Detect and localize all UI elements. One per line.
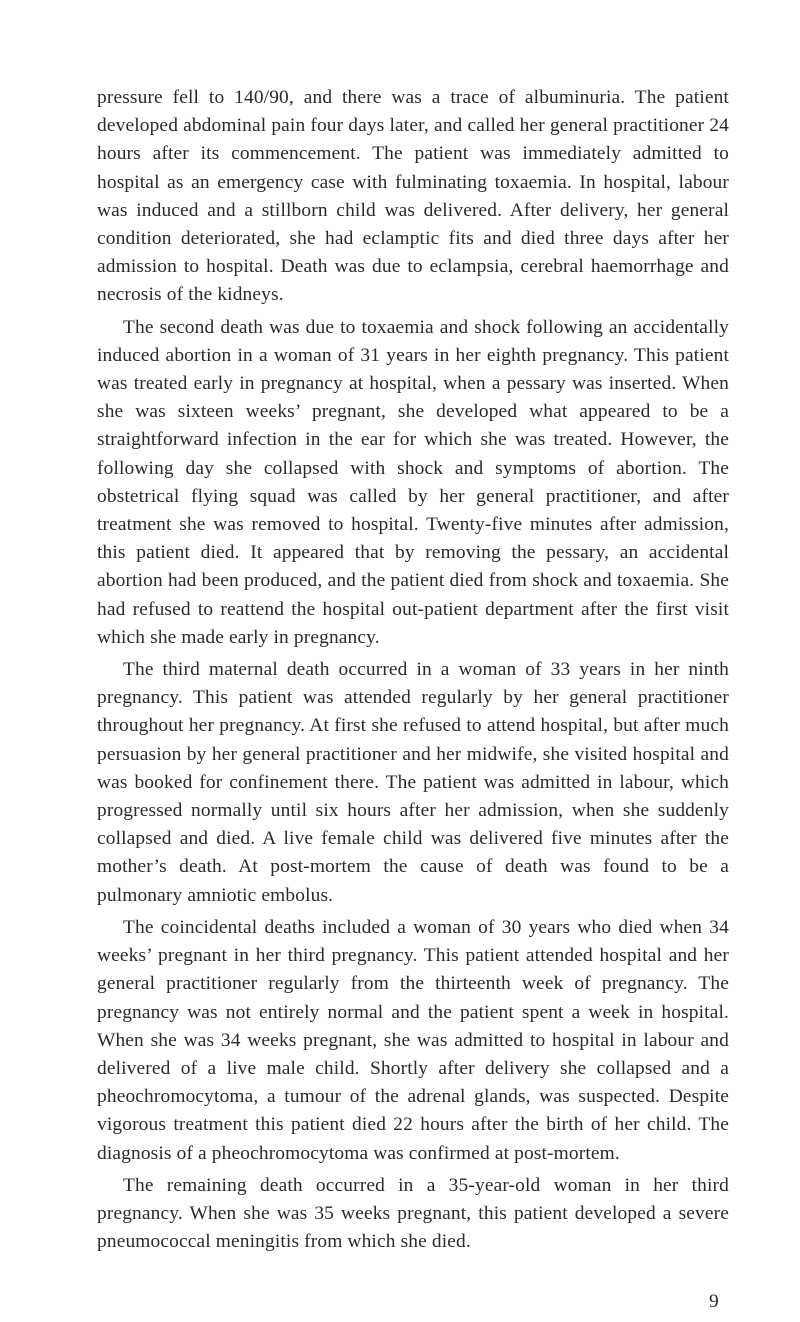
page-body <box>97 84 729 1256</box>
paragraph-second-death: The second death was due to toxaemia and shock following an accidentally induced abortion in a woman of 31 years in her eighth pregnancy. This patient was treated early in pregnancy at hospital, when a pessary was inserted. When she was sixteen weeks’ pregnant, she developed what appeared to be a straightforward infection in the ear for which she was treated. However, the following day she collapsed with shock and symptoms of abortion. The obstetrical flying squad was called by her general practitioner, and after treatment she was removed to hospital. Twenty-five minutes after admission, this patient died. It appeared that by removing the pessary, an accidental abortion had been produced, and the patient died from shock and toxaemia. She had refused to reattend the hospital out-patient department after the first visit which she made early in pregnancy. <box>97 316 729 648</box>
paragraph-continued: pressure fell to 140/90, and there was a trace of albuminuria. The patient developed abdominal pain four days later, and called her general practitioner 24 hours after its commencement. The patient was immediately admitted to hospital as an emergency case with fulminating toxaemia. In hospital, labour was induced and a stillborn child was delivered. After delivery, her general condition deteriorated, she had eclamptic fits and died three days after her admission to hospital. Death was due to eclampsia, cerebral haemorrhage and necrosis of the kidneys. <box>97 87 729 306</box>
paragraph-coincidental-deaths: The coincidental deaths included a woman of 30 years who died when 34 weeks’ pregnant in her third pregnancy. This patient attended hospital and her general practitioner regularly from the thirteenth week of pregnancy. The pregnancy was not entirely normal and the patient spent a week in hospital. When she was 34 weeks pregnant, she was admitted to hospital in labour and delivered of a live male child. Shortly after delivery she collapsed and a pheochromocytoma, a tumour of the adrenal glands, was suspected. Despite vigorous treatment this patient died 22 hours after the birth of her child. The diagnosis of a pheochromocytoma was confirmed at post-mortem. <box>97 916 729 1164</box>
page-number: 9 <box>709 1291 719 1312</box>
paragraph-remaining-death: The remaining death occurred in a 35-year-old woman in her third pregnancy. When she was 35 weeks pregnant, this patient developed a severe pneumococcal meningitis from which she died. <box>97 1174 729 1253</box>
paragraph-third-death: The third maternal death occurred in a woman of 33 years in her ninth pregnancy. This patient was attended regularly by her general practitioner throughout her pregnancy. At first she refused to attend hospital, but after much persuasion by her general practitioner and her midwife, she visited hospital and was booked for confinement there. The patient was admitted in labour, which progressed normally until six hours after her admission, when she suddenly collapsed and died. A live female child was delivered five minutes after the mother’s death. At post-mortem the cause of death was found to be a pulmonary amniotic embolus. <box>97 659 729 906</box>
